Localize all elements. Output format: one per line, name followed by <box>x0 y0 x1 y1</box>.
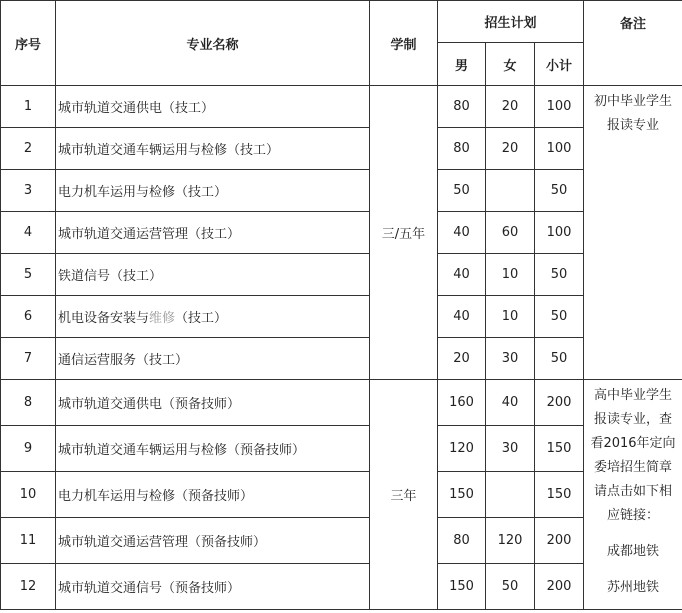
cell-name: 城市轨道交通运营管理（预备技师） <box>56 518 370 564</box>
table-row <box>1 426 682 472</box>
cell-name: 城市轨道交通供电（技工） <box>56 86 370 128</box>
cell-no: 12 <box>1 564 56 610</box>
cell-female: 40 <box>486 380 535 426</box>
cell-no: 4 <box>1 212 56 254</box>
remark-line: 初中毕业学生 <box>593 94 672 109</box>
table-row <box>1 254 682 296</box>
remark-line: 请点击如下相 <box>593 484 672 499</box>
table-row <box>1 518 682 564</box>
header-remark: 备注 <box>584 1 682 86</box>
cell-female: 20 <box>486 86 535 128</box>
cell-no: 7 <box>1 338 56 380</box>
cell-female: 10 <box>486 254 535 296</box>
cell-female: 30 <box>486 338 535 380</box>
cell-female: 30 <box>486 426 535 472</box>
name-part: 机电设备安装与 <box>58 311 150 326</box>
remark-line: 应链接： <box>606 508 659 523</box>
cell-name: 电力机车运用与检修（预备技师） <box>56 472 370 518</box>
cell-male: 40 <box>438 212 486 254</box>
cell-no: 2 <box>1 128 56 170</box>
cell-male: 40 <box>438 296 486 338</box>
cell-no: 1 <box>1 86 56 128</box>
cell-total: 100 <box>535 86 584 128</box>
cell-name: 通信运营服务（技工） <box>56 338 370 380</box>
cell-female <box>486 472 535 518</box>
cell-duration-group2: 三年 <box>370 380 438 610</box>
cell-total: 50 <box>535 254 584 296</box>
cell-total: 100 <box>535 128 584 170</box>
cell-no: 10 <box>1 472 56 518</box>
cell-no: 3 <box>1 170 56 212</box>
cell-total: 200 <box>535 564 584 610</box>
cell-total: 150 <box>535 426 584 472</box>
cell-total: 100 <box>535 212 584 254</box>
cell-total: 150 <box>535 472 584 518</box>
header-female: 女 <box>486 43 535 86</box>
cell-male: 40 <box>438 254 486 296</box>
cell-name: 铁道信号（技工） <box>56 254 370 296</box>
cell-male: 80 <box>438 128 486 170</box>
cell-male: 80 <box>438 86 486 128</box>
remark-line: 委培招生简章 <box>593 460 672 475</box>
remark-line: 高中毕业学生 <box>593 388 672 403</box>
table-row <box>1 170 682 212</box>
cell-no: 11 <box>1 518 56 564</box>
table-row <box>1 472 682 518</box>
cell-name: 城市轨道交通供电（预备技师） <box>56 380 370 426</box>
cell-name: 电力机车运用与检修（技工） <box>56 170 370 212</box>
name-part: 维修 <box>149 311 176 326</box>
table-row <box>1 86 682 128</box>
remark-line: 报读专业，查 <box>593 412 672 427</box>
cell-female: 60 <box>486 212 535 254</box>
cell-name: 城市轨道交通运营管理（技工） <box>56 212 370 254</box>
header-name: 专业名称 <box>56 1 370 86</box>
cell-total: 50 <box>535 296 584 338</box>
table-row <box>1 380 682 426</box>
table-row <box>1 296 682 338</box>
cell-male: 50 <box>438 170 486 212</box>
cell-remark-group1 <box>584 86 682 380</box>
cell-name: 城市轨道交通信号（预备技师） <box>56 564 370 610</box>
cell-female: 120 <box>486 518 535 564</box>
suzhou-metro-link[interactable]: 苏州地铁 <box>606 580 659 595</box>
header-subtotal: 小计 <box>535 43 584 86</box>
cell-female: 50 <box>486 564 535 610</box>
name-part: （技工） <box>175 311 228 326</box>
remark-line: 报读专业 <box>606 118 659 133</box>
cell-duration-group1: 三/五年 <box>370 86 438 380</box>
cell-remark-group2 <box>584 380 682 610</box>
cell-male: 20 <box>438 338 486 380</box>
chengdu-metro-link[interactable]: 成都地铁 <box>606 544 659 559</box>
cell-no: 5 <box>1 254 56 296</box>
header-plan: 招生计划 <box>438 1 584 43</box>
cell-no: 6 <box>1 296 56 338</box>
cell-total: 50 <box>535 170 584 212</box>
cell-male: 160 <box>438 380 486 426</box>
cell-name <box>56 296 370 338</box>
cell-male: 150 <box>438 564 486 610</box>
cell-name: 城市轨道交通车辆运用与检修（预备技师） <box>56 426 370 472</box>
cell-male: 150 <box>438 472 486 518</box>
header-duration: 学制 <box>370 1 438 86</box>
table-row <box>1 338 682 380</box>
cell-total: 200 <box>535 518 584 564</box>
cell-female: 20 <box>486 128 535 170</box>
cell-total: 50 <box>535 338 584 380</box>
table-row <box>1 128 682 170</box>
table-row <box>1 212 682 254</box>
header-male: 男 <box>438 43 486 86</box>
cell-male: 80 <box>438 518 486 564</box>
header-no: 序号 <box>1 1 56 86</box>
cell-no: 9 <box>1 426 56 472</box>
cell-name: 城市轨道交通车辆运用与检修（技工） <box>56 128 370 170</box>
cell-female: 10 <box>486 296 535 338</box>
cell-male: 120 <box>438 426 486 472</box>
cell-female <box>486 170 535 212</box>
cell-total: 200 <box>535 380 584 426</box>
table-row <box>1 564 682 610</box>
cell-no: 8 <box>1 380 56 426</box>
remark-line: 看2016年定向 <box>590 436 676 451</box>
